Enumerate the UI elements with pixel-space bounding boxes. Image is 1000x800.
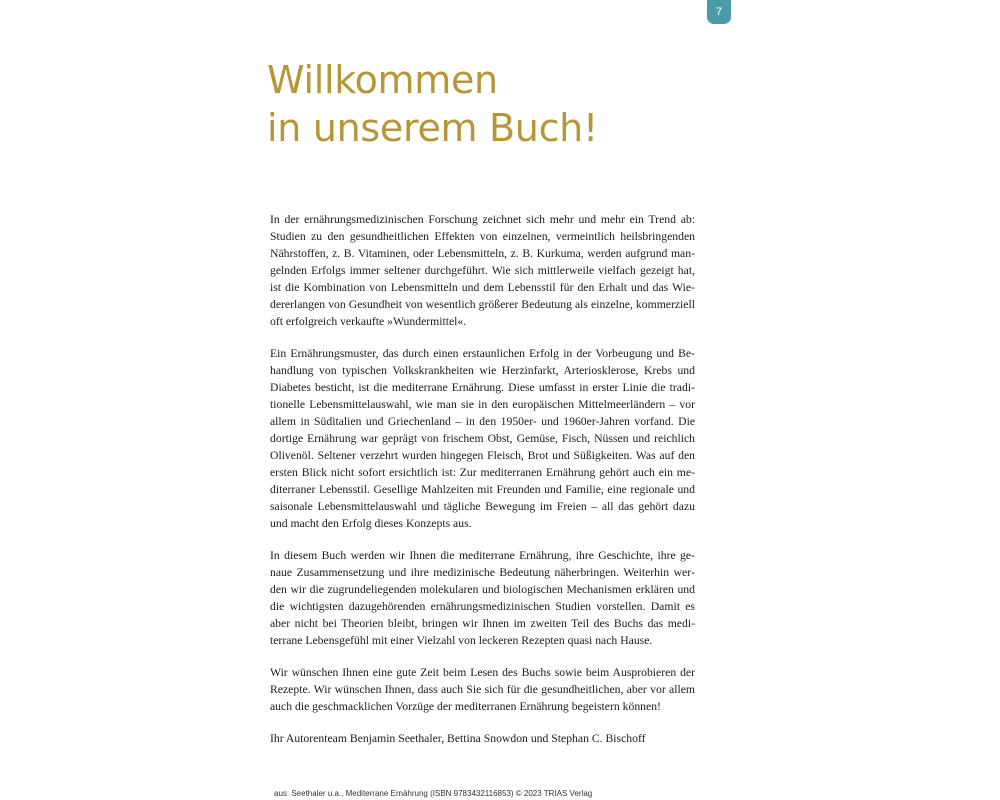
body-text: [270, 211, 695, 762]
paragraph-2: Ein Ernährungsmuster, das durch einen erstaunlichen Erfolg in der Vorbeugung und Behandlung von typischen Volkskrankheiten wie Herzinfarkt, Arteriosklerose, Krebs und Diabetes besticht, ist die mediterrane Ernährung. Diese umfasst in erster Linie die traditionelle Lebensmittelauswahl, wie man sie in den europäischen Mittelmeerländern – vor allem in Süditalien und Griechenland – in den 1950er- und 1960er-Jahren vorfand. Die dortige Ernährung war geprägt von frischem Obst, Gemüse, Fisch, Nüssen und reichlich Olivenöl. Seltener verzehrt wurden hingegen Fleisch, Brot und Süßigkeiten. Was auf den ersten Blick nicht sofort ersichtlich ist: Zur mediterranen Ernährung gehört auch ein mediterraner Lebensstil. Gesellige Mahlzeiten mit Freunden und Familie, eine regionale und saisonale Lebensmittelauswahl und tägliche Bewegung im Freien – all das gehört dazu und macht den Erfolg dieses Konzepts aus.: [270, 347, 695, 530]
page-title-line-1: Willkommen: [267, 58, 498, 102]
author-signature: Ihr Autorenteam Benjamin Seethaler, Bettina Snowdon und Stephan C. Bischoff: [270, 732, 646, 745]
paragraph-3: In diesem Buch werden wir Ihnen die mediterrane Ernährung, ihre Geschichte, ihre genaue Zusammensetzung und ihre medizinische Bedeutung näherbringen. Weiterhin werden wir die zugrundeliegenden molekularen und biologischen Mechanismen erklären und die wichtigsten dazugehörenden ernährungsmedizinischen Studien vorstellen. Damit es aber nicht bei Theorien bleibt, bringen wir Ihnen im zweiten Teil des Buchs das mediterrane Lebensgefühl mit einer Vielzahl von leckeren Rezepten quasi nach Hause.: [270, 549, 695, 647]
page-title: [267, 56, 727, 152]
page-title-line-2: in unserem Buch!: [267, 106, 598, 150]
source-footer: aus: Seethaler u.a., Mediterrane Ernährung (ISBN 9783432116853) © 2023 TRIAS Verlag: [274, 789, 593, 798]
page-number-badge: 7: [707, 0, 731, 24]
paragraph-4: Wir wünschen Ihnen eine gute Zeit beim Lesen des Buchs sowie beim Ausprobieren der Rezepte. Wir wünschen Ihnen, dass auch Sie sich für die gesundheitlichen, aber vor allem auch die geschmacklichen Vorzüge der mediterranen Ernährung begeistern können!: [270, 666, 695, 713]
paragraph-1: In der ernährungsmedizinischen Forschung zeichnet sich mehr und mehr ein Trend ab: Studien zu den gesundheitlichen Effekten von einzelnen, vermeintlich heilsbringenden Nährstoffen, z. B. Vitaminen, oder Lebensmitteln, z. B. Kurkuma, werden aufgrund mangelnden Erfolgs immer seltener durchgeführt. Wie sich mittlerweile vielfach gezeigt hat, ist die Kombination von Lebensmitteln und dem Lebensstil für den Erhalt und das Wiedererlangen von Gesundheit von wesentlich größerer Bedeutung als einzelne, kommerziell oft erfolgreich verkaufte »Wundermittel«.: [270, 213, 695, 328]
